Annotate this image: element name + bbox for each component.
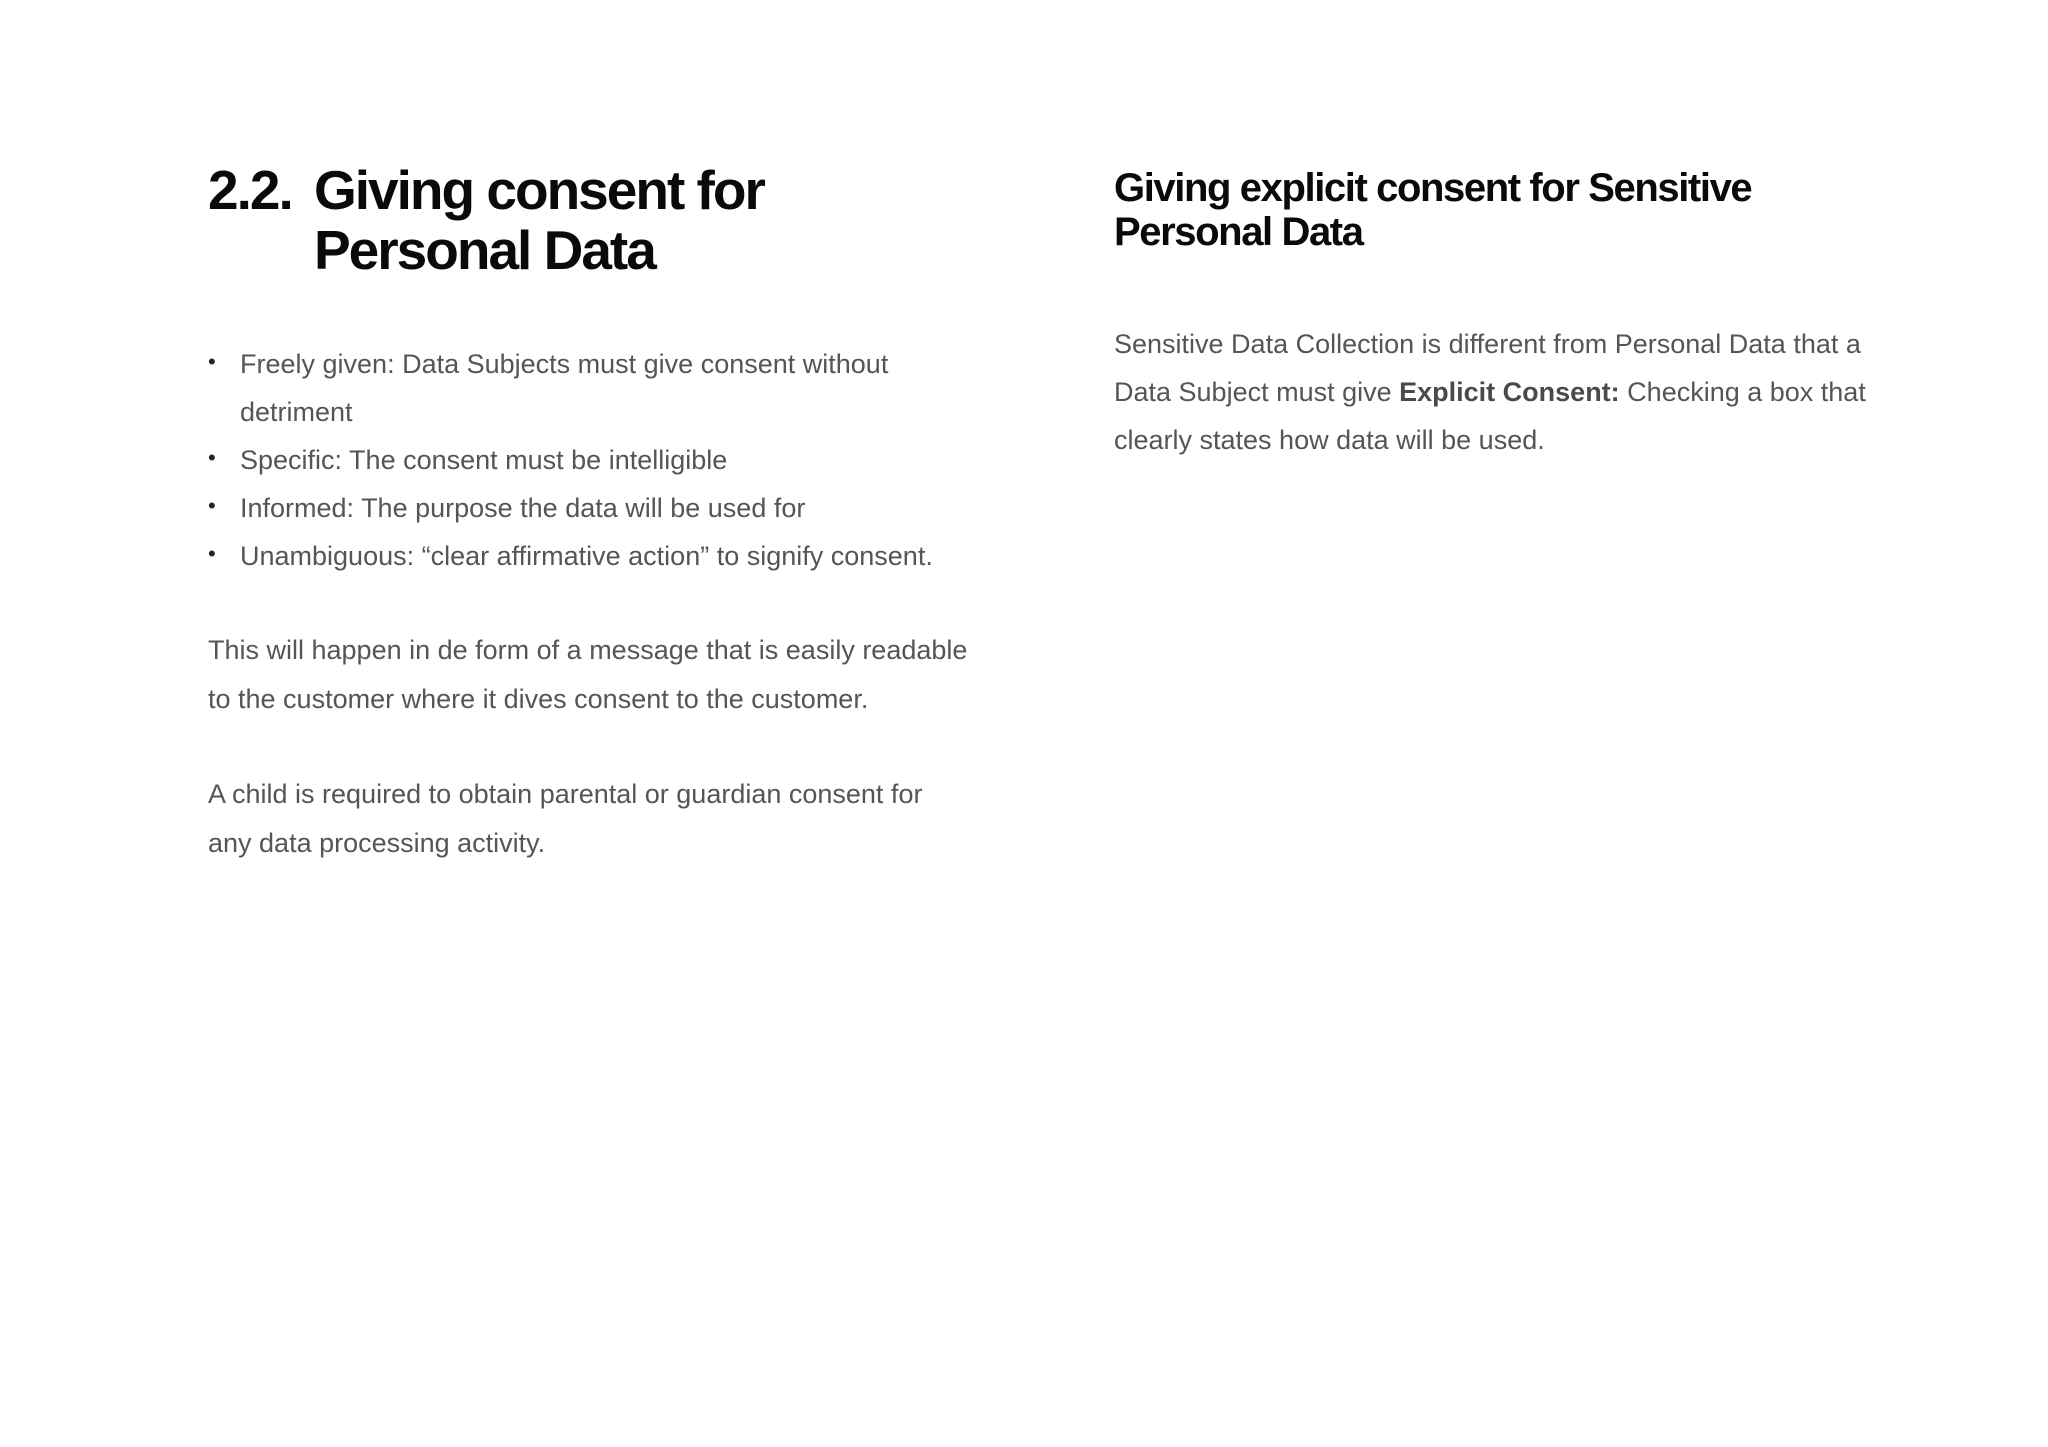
bullet-icon: •	[208, 493, 216, 518]
paragraph-text-before: Sensitive Data Collection is different from Personal Data that a Data Subject must give	[1114, 329, 1861, 407]
list-item	[208, 340, 968, 436]
sensitive-data-paragraph	[1114, 320, 1874, 464]
list-item-text: Informed: The purpose the data will be used for	[240, 493, 806, 523]
section-number: 2.2.	[208, 159, 292, 221]
list-item-text: Specific: The consent must be intelligible	[240, 445, 728, 475]
consent-criteria-list	[208, 340, 968, 580]
list-item	[208, 532, 968, 580]
child-consent-paragraph: A child is required to obtain parental or guardian consent for any data processing activity.	[208, 779, 923, 858]
section-heading	[208, 160, 968, 280]
paragraph-text-after: Checking a box that clearly states how data will be used.	[1114, 377, 1866, 455]
bullet-icon: •	[208, 349, 216, 374]
section-title: Giving consent for Personal Data	[314, 159, 764, 281]
bullet-icon: •	[208, 541, 216, 566]
explicit-consent-term: Explicit Consent:	[1399, 377, 1620, 407]
list-item	[208, 436, 968, 484]
bullet-icon: •	[208, 445, 216, 470]
list-item	[208, 484, 968, 532]
consent-message-paragraph: This will happen in de form of a message that is easily readable to the customer where it dives consent to the customer.	[208, 635, 968, 714]
sensitive-data-heading: Giving explicit consent for Sensitive Personal Data	[1114, 166, 1752, 254]
left-column	[208, 160, 968, 868]
list-item-text: Unambiguous: “clear affirmative action” to signify consent.	[240, 541, 933, 571]
list-item-text: Freely given: Data Subjects must give consent without detriment	[240, 349, 889, 427]
right-column	[1114, 166, 1874, 464]
